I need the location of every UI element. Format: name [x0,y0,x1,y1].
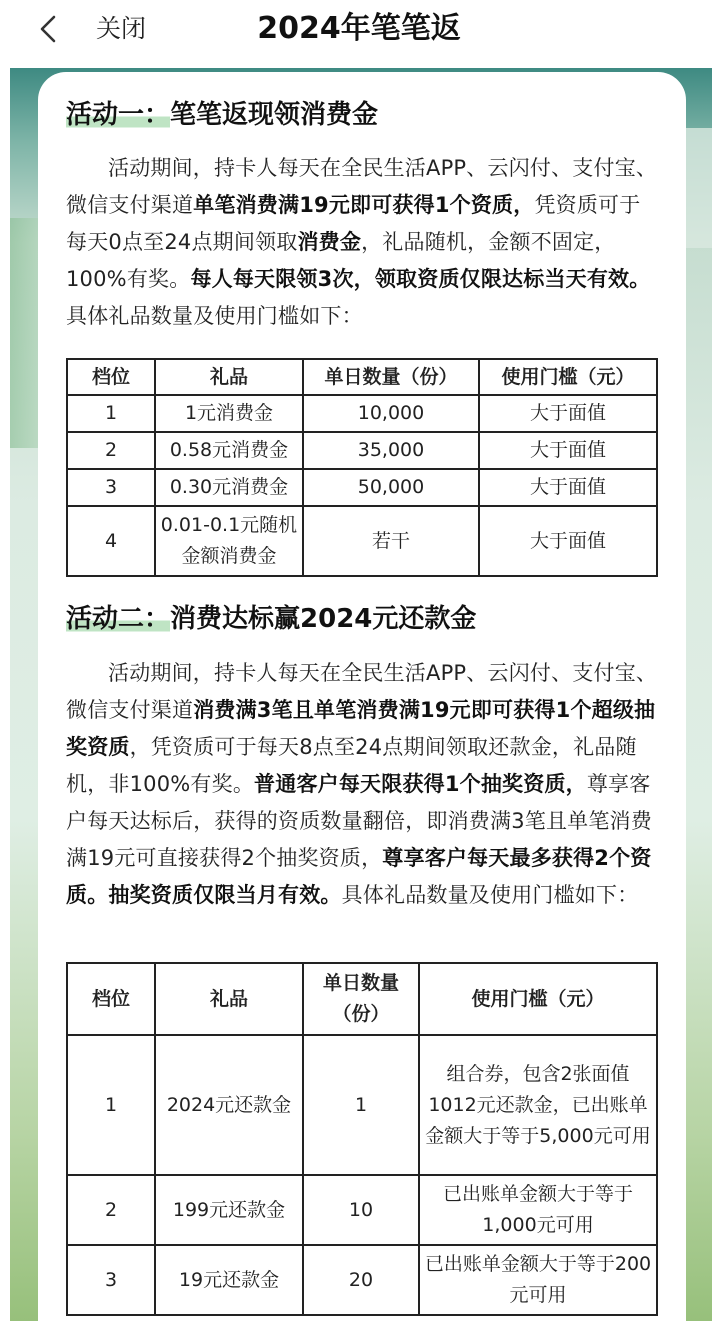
activity1-text-run: 凭资质可于每天0点至24点期间领取 [66,193,641,254]
table-cell: 2024元还款金 [155,1035,303,1175]
activity1-table [66,358,658,577]
table-cell: 50,000 [303,469,479,506]
table-row [67,469,657,506]
table-cell: 3 [67,1245,155,1315]
table-header-cell: 单日数量（份） [303,963,419,1035]
table-cell: 2 [67,1175,155,1245]
activity2-title-text: 消费达标赢2024元还款金 [170,604,477,634]
activity2-title [66,602,476,636]
table-cell: 35,000 [303,432,479,469]
activity1-text-run: 单笔消费满19元即可获得1个资质， [193,193,535,217]
table-header-row [67,963,657,1035]
activity2-table [66,962,658,1316]
table-cell: 20 [303,1245,419,1315]
top-bar [0,0,718,58]
table-header-cell: 使用门槛（元） [419,963,657,1035]
table-row [67,1175,657,1245]
activity1-text-run: 活动期间，持卡人每天在全民生活APP、云闪付、支付宝、微信支付渠道 [66,156,658,217]
table-header-cell: 单日数量（份） [303,359,479,395]
activity2-title-prefix: 活动二： [66,604,171,634]
table-cell: 10,000 [303,395,479,432]
table-header-cell: 使用门槛（元） [479,359,657,395]
table-cell: 2 [67,432,155,469]
table-cell: 已出账单金额大于等于200元可用 [419,1245,657,1315]
table-cell: 3 [67,469,155,506]
activity1-title [66,98,378,132]
activity1-text-run: 每人每天限领3次，领取资质仅限达标当天有效。 [190,267,651,291]
table-row [67,1245,657,1315]
table-header-row [67,359,657,395]
table-row [67,1035,657,1175]
table-header-cell: 礼品 [155,359,303,395]
activity2-text-run: ，凭资质可于每天8点至24点期间领取还款金，礼品随机，非100%有奖。 [66,735,637,796]
table-row [67,432,657,469]
activity1-text-run: 具体礼品数量及使用门槛如下： [66,304,363,328]
activity1-text-run: ，礼品随机，金额不固定，100%有奖。 [66,230,616,291]
activity2-text-run: 尊享客户每天达标后，获得的资质数量翻倍，即消费满3笔且单笔消费满19元可直接获得2个抽奖资质， [66,772,652,870]
table-cell: 大于面值 [479,469,657,506]
table-cell: 已出账单金额大于等于1,000元可用 [419,1175,657,1245]
table-cell: 大于面值 [479,432,657,469]
table-cell: 组合券，包含2张面值1012元还款金，已出账单金额大于等于5,000元可用 [419,1035,657,1175]
activity2-text-run: 尊享客户每天最多获得2个资质。抽奖资质仅限当月有效。 [66,846,652,907]
table-cell: 10 [303,1175,419,1245]
activity2-text-run: 消费满3笔且单笔消费满19元即可获得1个超级抽奖资质 [66,698,656,759]
activity2-description [66,655,660,914]
background-decoration [682,128,712,248]
table-cell: 0.58元消费金 [155,432,303,469]
activity2-text-run: 普通客户每天限获得1个抽奖资质， [254,772,587,796]
activity2-text-run: 活动期间，持卡人每天在全民生活APP、云闪付、支付宝、微信支付渠道 [66,661,658,722]
table-cell: 199元还款金 [155,1175,303,1245]
table-header-cell: 礼品 [155,963,303,1035]
table-cell: 0.01-0.1元随机金额消费金 [155,506,303,576]
page-title: 2024年笔笔返 [257,11,461,46]
table-cell: 1元消费金 [155,395,303,432]
activity1-text-run: 消费金 [297,230,362,254]
table-row [67,395,657,432]
activity2-text-run: 具体礼品数量及使用门槛如下： [341,883,639,907]
table-cell: 4 [67,506,155,576]
activity1-description [66,150,660,335]
table-cell: 大于面值 [479,506,657,576]
table-cell: 19元还款金 [155,1245,303,1315]
table-header-cell: 档位 [67,359,155,395]
table-row [67,506,657,576]
close-button[interactable]: 关闭 [96,14,147,43]
table-cell: 1 [67,395,155,432]
table-cell: 1 [67,1035,155,1175]
table-header-cell: 档位 [67,963,155,1035]
table-cell: 大于面值 [479,395,657,432]
table-cell: 若干 [303,506,479,576]
activity1-title-prefix: 活动一： [66,100,171,130]
activity1-title-text: 笔笔返现领消费金 [170,100,379,130]
table-cell: 1 [303,1035,419,1175]
table-cell: 0.30元消费金 [155,469,303,506]
